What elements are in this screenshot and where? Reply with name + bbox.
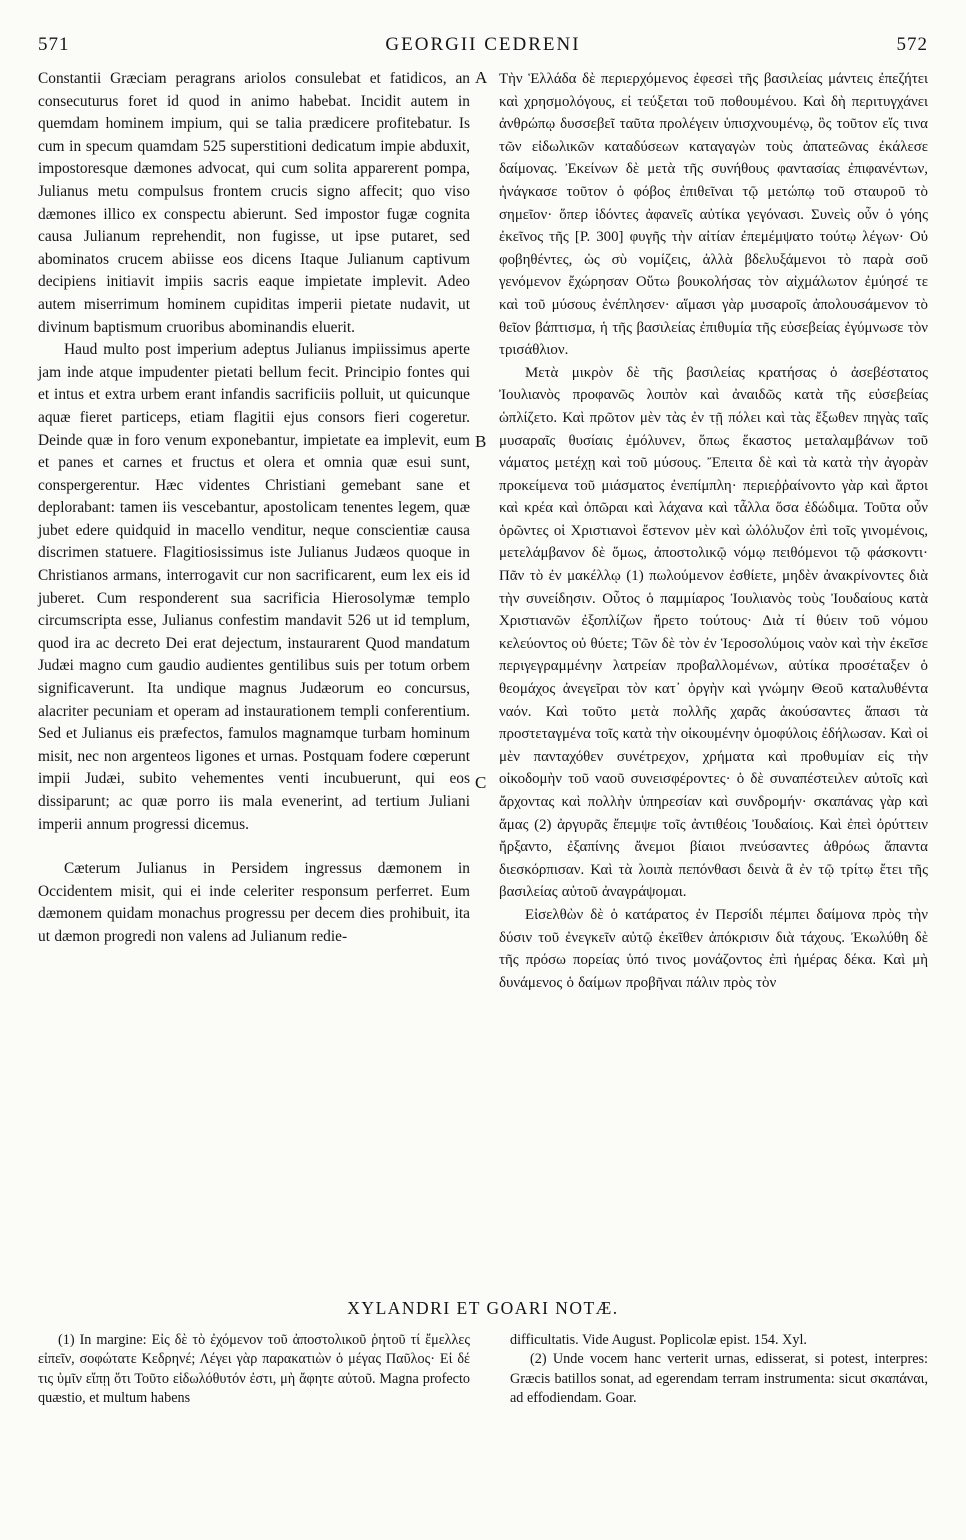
latin-paragraph: Constantii Græciam peragrans ariolos consulebat et fatidicos, an consecuturus foret id quod in animo habebat. Incidit autem in quemdam hominem impium, qui se talia prædicere profitebatur. Is cum in specum quamdam 525 superstitioni dedicatum impie abduxit, impostoresque dæmones advocat, qui cum solita apparerent pompa, Julianus metu compulsus frontem crucis signo affecit; quo viso dæmones illico ex conspectu abierunt. Sed impostor fugæ cognita causa Julianum reprehendit, non fugisse, ut ipse putaret, sed abominatos crucem abiisse eos dicens Itaque Julianum captivum decipiens initiavit impiis sacris eaque impietate implevit. Adeo autem miserrimum hominem cupiditas imperii pietate nudavit, ut divinum baptismum cruoribus abominandis eluerit. [38,70,470,336]
section-marker-b: B [475,432,487,451]
page-number-right: 572 [896,34,928,55]
latin-paragraph: Cæterum Julianus in Persidem ingressus dæmonem in Occidentem misit, qui ei inde celeriter responsum perferret. Eum dæmonem quidam monachus progressu per decem dies prohibuit, ita ut dæmon progredi non valens ad Julianum redie- [38,860,470,945]
running-title: GEORGII CEDRENI [385,34,581,55]
section-marker-c: C [475,773,487,792]
notes-left [38,1331,470,1409]
latin-paragraph: Haud multo post imperium adeptus Julianus impiissimus aperte jam inde atque impudenter pietati bellum fecit. Principio fontes qui et intus et extra urbem erant infandis sacrificiis polluit, ut quicunque aquæ fieret particeps, etiam flagitii ejus consors fieri cogeretur. Deinde quæ in foro venum exponebantur, impietate ea implevit, eum et panes et carnes et fructus et olera et omnia quæ esui sunt, conspergerentur. Hæc videntes Christiani gemebant sane et deplorabant: tamen iis vescebantur, apostolicam tenentes legem, quæ jubet edere quidquid in macello venditur, neque conscientiæ causa discrimen statuere. Flagitiosissimus iste Julianus Judæos quoque in Christianos armans, interrogavit cur non sacrificarent, eum lex eis id juberet. Cum responderent sua sacrificia Hierosolymæ templo circumscripta esse, Julianus confestim mandavit 526 ut id templum, quod ira ac decreto Dei erat dejectum, instaurarent Quod mandatum Judæi magno cum gaudio audientes gentilibus suis per totum orbem significaverunt. Ita undique magnus Judæorum eo concursus, alacriter pecuniam et operam ad instaurationem templi conferentium. Sed et Julianus eis præfectos, famulos magnamque turbam hominum misit, nec non argenteos ligones et urnas. Postquam fodere cœperunt impii Judæi, subito vehementes venti incubuerunt, qui eos dissiparunt; ac quæ porro iis mala evenerint, ad tertium Juliani imperii annum progressi dicemus. [38,341,470,833]
section-marker-a: A [475,68,488,87]
running-head [38,34,928,58]
greek-paragraph: Τὴν Ἑλλάδα δὲ περιερχόμενος ἐφεσεὶ τῆς βασιλείας μάντεις ἐπεζήτει καὶ χρησμολόγους, εἰ τεύξεται τοῦ ποθουμένου. Καὶ δὴ περιτυγχάνει ἀνθρώπῳ δυσσεβεῖ ταῦτα προλέγειν ὑπισχνουμένῳ, ὃς τοῦτον εἴς τινα τῶν εἰδωλικῶν καταδύσεων καταγαγὼν τοὺς ἀπατεῶνας ἐκάλεσε δαίμονας. Ἐκείνων δὲ μετὰ τῆς συνήθους φαντασίας ἐπιφανέντων, ἠνάγκασε τοῦτον ὁ φόβος ἐπιθεῖναι τῷ μετώπῳ τοῦ σταυροῦ τὸ σημεῖον· ὅπερ ἰδόντες ἀφανεῖς αὐτίκα γεγόνασι. Συνεὶς οὖν ὁ γόης ἐκεῖνος τῆς [P. 300] φυγῆς τὴν αἰτίαν ἐπεμέμψατο τούτῳ λέγων· Οὐ φοβηθέντες, ὡς σὺ νομίζεις, ἀλλὰ βδελυξάμενοι τὸ παρὰ σοῦ γενόμενον ἔχώρησαν Οὕτω βουκολήσας τὸν αἰχμάλωτον ἐμύησέ τε καὶ τοῦ μύσους ἐνέπλησεν· αἵμασι γὰρ μυσαροῖς ἀπολουσάμενον τὸ θεῖον βάπτισμα, ἡ τῆς βασιλείας ἐπιθυμία τῆς εὐσεβείας ἐγύμνωσε τὸν τρισάθλιον. [499,71,928,359]
greek-column [499,68,928,994]
footnote-1: (1) In margine: Εἰς δὲ τὸ ἐχόμενον τοῦ ἀποστολικοῦ ῥητοῦ τί ἔμελλες εἰπεῖν, σοφώτατε Κεδρηνέ; Λέγει γὰρ παρακατιὼν ὁ μέγας Παῦλος· Εἰ δέ τις ὑμῖν εἴπῃ ὅτι Τοῦτο εἰδωλόθυτόν ἐστι, μὴ ἄφητε αὐτοῦ. Magna profecto quæstio, et multum habens [38,1332,470,1407]
footnote-2: (2) Unde vocem hanc verterit urnas, edisserat, si potest, interpres: Græcis batillos sonat, ad egerendam terram instrumenta: sicut σκαπάναι, ad effodiendam. Goar. [510,1351,928,1407]
notes-right [510,1331,928,1409]
latin-column [38,68,470,949]
greek-paragraph: Εἰσελθὼν δὲ ὁ κατάρατος ἐν Περσίδι πέμπει δαίμονα πρὸς τὴν δύσιν τοῦ ἐνεγκεῖν αὐτῷ ἐκεῖθεν ἀπόκρισιν διὰ τάχους. Ἐκωλύθη δὲ τῆς πρόσω πορείας ὑπό τινος μονάζοντος ἐπὶ ἡμέρας δέκα. Καὶ μὴ δυνάμενος ὁ δαίμων προβῆναι πάλιν πρὸς τὸν [499,906,928,991]
footnote-1-continued: difficultatis. Vide August. Poplicolæ epist. 154. Xyl. [510,1332,807,1348]
page-number-left: 571 [38,34,70,55]
greek-paragraph: Μετὰ μικρὸν δὲ τῆς βασιλείας κρατήσας ὁ ἀσεβέστατος Ἰουλιανὸς προφανῶς λοιπὸν καὶ ἀναιδῶς κατὰ τῆς εὐσεβείας ὡπλίζετο. Καὶ πρῶτον μὲν τὰς ἐν τῇ πόλει καὶ τὰς ἔξωθεν πηγὰς ταῖς μυσαραῖς θυσίαις ἐμόλυνεν, ὅπως ἕκαστος μεταλαμβάνων τοῦ νάματος μετέχῃ καὶ τοῦ μύσους. Ἔπειτα δὲ καὶ τὰ κατὰ τὴν ἀγορὰν προκείμενα τοῦ μιάσματος ἐνεπίμπλη· περιεῤῥαίνοντο γὰρ καὶ ἄρτοι καὶ κρέα καὶ ὀπῶραι καὶ λάχανα καὶ τἆλλα ὅσα ἐδώδιμα. Τοῦτα οὖν ὁρῶντες οἱ Χριστιανοὶ ἔστενον μὲν καὶ ὠλόλυζον ἐπὶ τοῖς γινομένοις, μετελάμβανον δὲ ὅμως, ἀποστολικῷ νόμῳ πειθόμενοι τῷ φάσκοντι· Πᾶν τὸ ἐν μακέλλῳ (1) πωλούμενον ἐσθίετε, μηδὲν ἀνακρίνοντες διὰ τὴν συνείδησιν. Οὗτος ὁ παμμίαρος Ἰουλιανὸς τοὺς Ἰουδαίους κατὰ Χριστιανῶν ἐξοπλίζων ἤρετο τούτους· Διὰ τί θύειν τοῦ νόμου κελεύοντος οὐ θύετε; Τῶν δὲ τὸν ἐν Ἱεροσολύμοις ναὸν καὶ τὴν ἐκεῖσε περιγεγραμμένην λατρείαν προβαλλομένων, αὐτίκα προσέταξεν ὁ θεομάχος ἀνεγεῖραι τὸν κατ᾽ ὀργὴν καὶ γνώμην Θεοῦ καταλυθέντα ναόν. Καὶ τοῦτο μετὰ πολλῆς χαρᾶς ἀκούσαντες ἅπασι τὰ προστεταγμένα τοῖς κατὰ τὴν οἰκουμένην ὁμοφύλοις ἐδήλωσαν. Καὶ οἱ μὲν πανταχόθεν συνέτρεχον, χρήματα καὶ προθυμίαν εἰς τὴν οἰκοδομὴν τοῦ ναοῦ συνεισφέροντες· ὁ δὲ συναπέστειλεν αὐτοῖς καὶ ἄρχοντας καὶ πολλὴν ὑπηρεσίαν καὶ συνδρομήν· σκαπάνας γὰρ καὶ ἅμας (2) ἀργυρᾶς ἔπεμψε τοῖς ἀντιθέοις Ἰουδαίοις. Καὶ ἐπεὶ ὀρύττειν ἤρξαντο, ἐξαπίνης ἄνεμοι βίαιοι πνεύσαντες ἀθρόως ἅπαντα διεσκόρπισαν. Καὶ τὰ λοιπὰ πεπόνθασι δεινὰ ἃ ἐν τῷ τρίτῳ ἔτει τῆς βασιλείας αὐτοῦ ἀναγράψομαι. [499,364,928,901]
notes-heading: XYLANDRI ET GOARI NOTÆ. [347,1298,619,1318]
